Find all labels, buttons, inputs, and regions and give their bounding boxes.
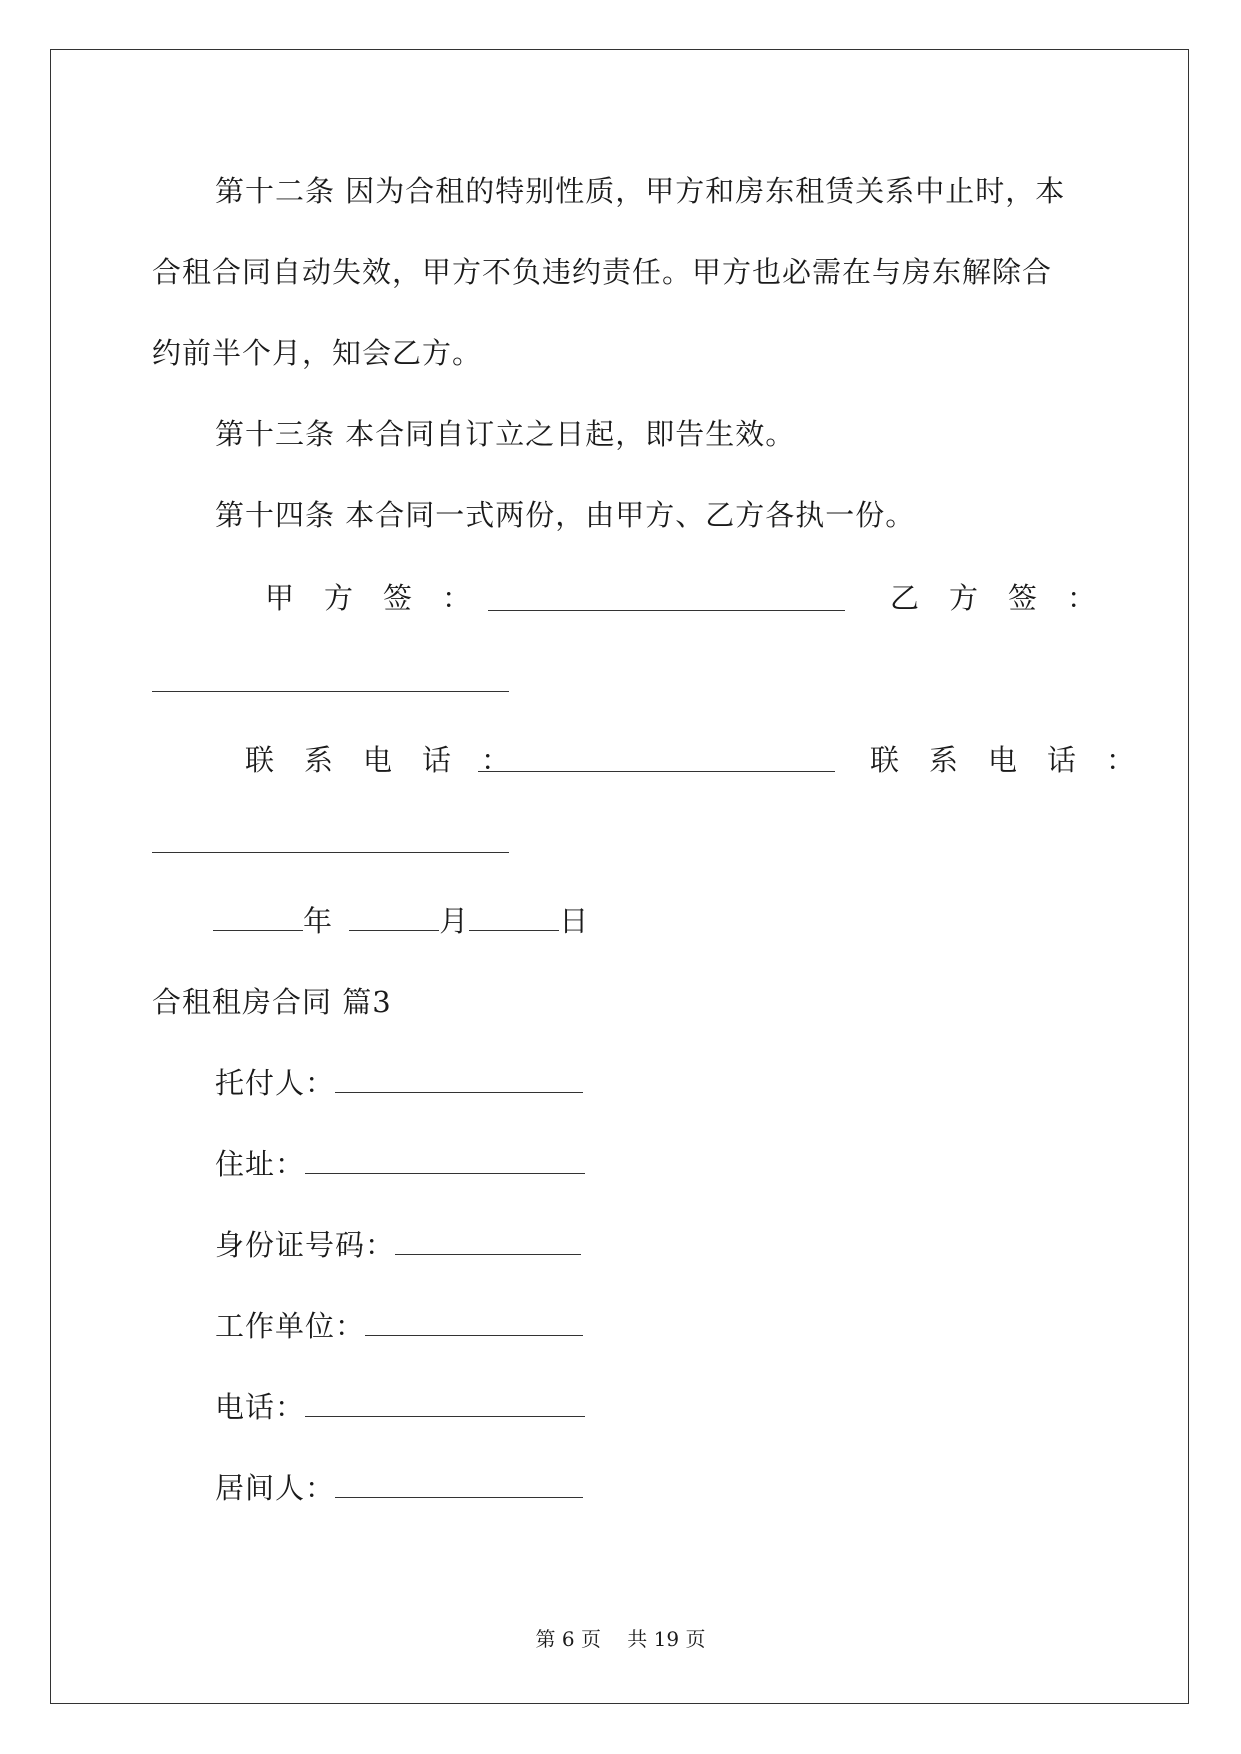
client-blank[interactable] — [335, 1062, 583, 1093]
page-number-footer: 第 6 页 共 19 页 — [535, 1627, 706, 1651]
day-label: 日 — [559, 904, 590, 938]
month-blank[interactable] — [349, 900, 439, 931]
article-12-line-3: 约前半个月，知会乙方。 — [152, 336, 483, 370]
article-14: 第十四条 本合同一式两份，由甲方、乙方各执一份。 — [215, 498, 916, 532]
phone-field — [215, 1386, 585, 1427]
day-blank[interactable] — [469, 900, 559, 931]
article-12-line-2: 合租合同自动失效，甲方不负违约责任。甲方也必需在与房东解除合 — [152, 255, 1053, 289]
month-label: 月 — [439, 904, 470, 938]
section-title: 合租租房合同 篇3 — [152, 985, 392, 1019]
employer-field — [215, 1305, 583, 1346]
phone-blank[interactable] — [305, 1386, 585, 1417]
page-border — [50, 49, 1189, 1704]
address-field — [215, 1143, 585, 1184]
intermediary-blank[interactable] — [335, 1467, 583, 1498]
date-row — [213, 900, 589, 941]
party-b-phone-label: 联系电话： — [870, 743, 1166, 777]
intermediary-label: 居间人： — [215, 1471, 336, 1505]
party-a-phone-label: 联系电话： — [245, 743, 541, 777]
party-b-signature-blank[interactable] — [152, 691, 509, 692]
employer-blank[interactable] — [365, 1305, 583, 1336]
year-label: 年 — [303, 904, 334, 938]
client-field — [215, 1062, 583, 1103]
client-label: 托付人： — [215, 1066, 336, 1100]
party-a-phone-blank[interactable] — [478, 771, 835, 772]
party-b-phone-blank[interactable] — [152, 852, 509, 853]
address-label: 住址： — [215, 1147, 306, 1181]
intermediary-field — [215, 1467, 583, 1508]
year-blank[interactable] — [213, 900, 303, 931]
address-blank[interactable] — [305, 1143, 585, 1174]
id-number-blank[interactable] — [395, 1224, 581, 1255]
article-13: 第十三条 本合同自订立之日起，即告生效。 — [215, 417, 796, 451]
party-b-signature-label: 乙方签： — [890, 581, 1127, 615]
employer-label: 工作单位： — [215, 1309, 366, 1343]
party-a-signature-label: 甲方签： — [265, 581, 502, 615]
id-number-field — [215, 1224, 581, 1265]
id-number-label: 身份证号码： — [215, 1228, 396, 1262]
party-a-signature-blank[interactable] — [488, 610, 845, 611]
phone-label: 电话： — [215, 1390, 306, 1424]
article-12-line-1: 第十二条 因为合租的特别性质，甲方和房东租赁关系中止时，本 — [215, 174, 1066, 208]
